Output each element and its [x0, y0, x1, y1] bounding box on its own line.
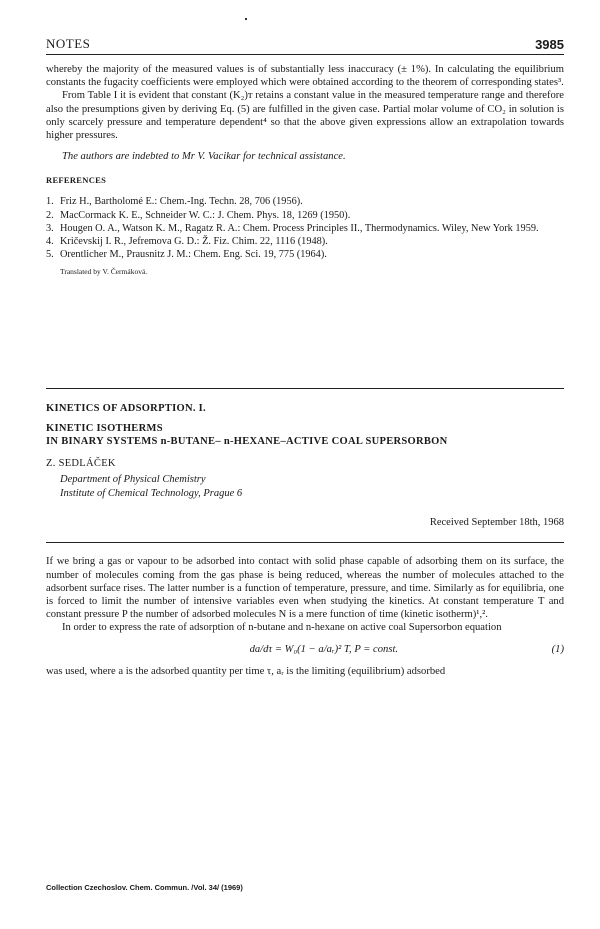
scan-speck — [245, 18, 247, 20]
equation: da/dτ = W₀(1 − a/aᵣ)² T, P = const. — [249, 644, 399, 656]
journal-page — [46, 28, 564, 678]
reference-text: Orentlicher M., Prausnitz J. M.: Chem. Eng. Sci. 19, 775 (1964). — [60, 249, 327, 261]
reference-item — [46, 222, 564, 235]
acknowledgement: The authors are indebted to Mr V. Vacikar for technical assistance. — [62, 151, 346, 163]
references-heading: REFERENCES — [46, 175, 107, 186]
article-subtitle-line-1: KINETIC ISOTHERMS — [46, 423, 163, 435]
reference-number: 2. — [46, 209, 54, 221]
article-separator-rule — [46, 388, 564, 389]
running-header — [46, 28, 564, 52]
section-label: NOTES — [46, 36, 91, 51]
article-paragraph-2: In order to express the rate of adsorption of n-butane and n-hexane on active coal Supersorbon equation — [62, 622, 502, 634]
header-rule — [46, 54, 564, 55]
affiliation-line-2: Institute of Chemical Technology, Prague 6 — [60, 488, 243, 500]
abstract-rule — [46, 542, 564, 543]
reference-text: Kričevskij I. R., Jefremova G. D.: Ž. Fiz. Chim. 22, 1116 (1948). — [60, 236, 328, 248]
note-paragraph-1: whereby the majority of the measured values is of substantially less inaccuracy (± 1%). In calculating the equilibrium constants the fugacity coefficients were employed which were obtained according to the theorem of corresponding states³. — [46, 64, 564, 89]
page-number: 3985 — [535, 37, 564, 52]
reference-item — [46, 195, 564, 208]
author-affiliation — [46, 473, 564, 501]
reference-item — [46, 209, 564, 222]
article-subtitle-line-2: IN BINARY SYSTEMS n-BUTANE– n-HEXANE–ACTIVE COAL SUPERSORBON — [46, 436, 448, 448]
reference-number: 3. — [46, 222, 54, 234]
article-paragraph-3: was used, where a is the adsorbed quantity per time τ, aᵣ is the limiting (equilibrium) adsorbed — [46, 665, 446, 677]
reference-number: 4. — [46, 236, 54, 248]
affiliation-line-1: Department of Physical Chemistry — [60, 474, 206, 486]
article-paragraph-1: If we bring a gas or vapour to be adsorbed into contact with solid phase capable of adsorbing them on its surface, the number of molecules coming from the gas phase is being reduced, whereas the number of molecules attached to the adsorbent surface rises. The latter number is a function of temperature, pressure, and time. Similarly as for equilibria, one is forced to limit the number of intensive variables even when studying the kinetics. At constant temperature T and constant pressure P the number of adsorbed molecules N is a mere function of time (kinetic isotherm)¹,². — [46, 556, 564, 621]
references-list — [46, 195, 564, 261]
reference-item — [46, 248, 564, 261]
reference-number: 1. — [46, 196, 54, 208]
journal-footer: Collection Czechoslov. Chem. Commun. /Vol. 34/ (1969) — [46, 883, 243, 892]
equation-number: (1) — [551, 644, 564, 656]
reference-text: MacCormack K. E., Schneider W. C.: J. Chem. Phys. 18, 1269 (1950). — [60, 209, 351, 221]
note-paragraph-2: From Table I it is evident that constant (K₂)ᴛ retains a constant value in the measured temperature range and therefore also the presumptions given by deriving Eq. (5) are fulfilled in the given case. Partial molar volume of CO₂ in solution is only scarcely pressure and temperature dependent⁴ so that the above given expressions allow an extrapolation towards higher pressures. — [46, 90, 564, 142]
reference-number: 5. — [46, 249, 54, 261]
article-subtitle — [46, 422, 564, 448]
article-title: KINETICS OF ADSORPTION. I. — [46, 403, 206, 415]
received-date: Received September 18th, 1968 — [429, 517, 564, 529]
author-name: Z. SEDLÁČEK — [46, 458, 116, 470]
equation-block — [46, 641, 564, 659]
translator-credit: Translated by V. Čermáková. — [60, 267, 148, 277]
reference-item — [46, 235, 564, 248]
reference-text: Friz H., Bartholomé E.: Chem.-Ing. Techn. 28, 706 (1956). — [60, 196, 303, 208]
reference-text: Hougen O. A., Watson K. M., Ragatz R. A.: Chem. Process Principles II., Thermodynamics. Wiley, New York 1959. — [60, 222, 539, 234]
